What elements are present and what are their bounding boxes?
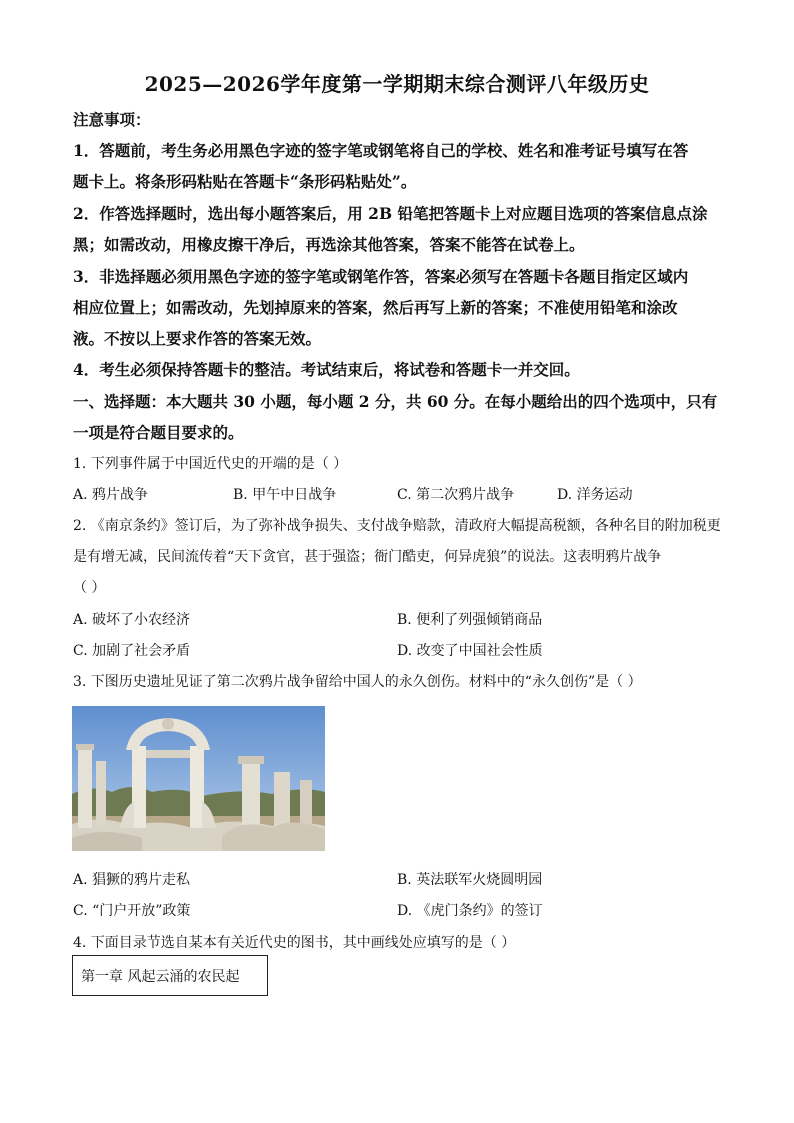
section-heading: 一、选择题：本大题共 30 小题，每小题 2 分，共 60 分。在每小题给出的四个选项中，只有 xyxy=(73,392,718,411)
notice-line: 题卡上。将条形码粘贴在答题卡“条形码粘贴处”。 xyxy=(73,172,417,191)
option-b: B. 甲午中日战争 xyxy=(233,487,337,503)
option-c: C. 加剧了社会矛盾 xyxy=(73,643,191,659)
notice-line: 3．非选择题必须用黑色字迹的签字笔或钢笔作答，答案必须写在答题卡各题目指定区域内 xyxy=(73,267,689,286)
option-a: A. 猖獗的鸦片走私 xyxy=(73,872,191,888)
option-a: A. 鸦片战争 xyxy=(73,487,149,503)
notice-line: 液。不按以上要求作答的答案无效。 xyxy=(73,329,322,348)
table-of-contents-box xyxy=(72,955,268,996)
yuanmingyuan-ruins-photo xyxy=(72,706,325,851)
notice-line: 1．答题前，考生务必用黑色字迹的签字笔或钢笔将自己的学校、姓名和准考证号填写在答 xyxy=(73,141,689,160)
notice-line: 2．作答选择题时，选出每小题答案后，用 2B 铅笔把答题卡上对应题目选项的答案信息点涂 xyxy=(73,204,708,223)
notice-line: 相应位置上；如需改动，先划掉原来的答案，然后再写上新的答案；不准使用铅笔和涂改 xyxy=(73,298,678,317)
option-d: D. 《虎门条约》的签订 xyxy=(397,903,543,919)
option-b: B. 便利了列强倾销商品 xyxy=(397,612,543,628)
question-stem: 1. 下列事件属于中国近代史的开端的是（ ） xyxy=(73,456,348,472)
notice-line: 黑；如需改动，用橡皮擦干净后，再选涂其他答案，答案不能答在试卷上。 xyxy=(73,235,585,254)
question-stem: 4. 下面目录节选自某本有关近代史的图书，其中画线处应填写的是（ ） xyxy=(73,935,516,951)
option-b: B. 英法联军火烧圆明园 xyxy=(397,872,543,888)
question-stem: 是有增无减，民间流传着“天下贪官，甚于强盗；衙门酷吏，何异虎狼”的说法。这表明鸦片战争 xyxy=(73,549,662,565)
section-heading: 一项是符合题目要求的。 xyxy=(73,423,244,442)
toc-chapter-line: 第一章 风起云涌的农民起 xyxy=(81,969,240,985)
question-stem: 2. 《南京条约》签订后，为了弥补战争损失、支付战争赔款，清政府大幅提高税额，各种名目的附加税更 xyxy=(73,518,721,534)
option-a: A. 破坏了小农经济 xyxy=(73,612,191,628)
question-stem: 3. 下图历史遗址见证了第二次鸦片战争留给中国人的永久创伤。材料中的“永久创伤”是（ ） xyxy=(73,674,642,690)
option-c: C. 第二次鸦片战争 xyxy=(397,487,515,503)
option-d: D. 洋务运动 xyxy=(557,487,633,503)
notice-heading: 注意事项： xyxy=(73,110,151,129)
question-stem: （ ） xyxy=(73,580,106,596)
option-d: D. 改变了中国社会性质 xyxy=(397,643,543,659)
option-c: C. “门户开放”政策 xyxy=(73,903,191,919)
notice-line: 4．考生必须保持答题卡的整洁。考试结束后，将试卷和答题卡一并交回。 xyxy=(73,360,580,379)
page-title: 2025—2026学年度第一学期期末综合测评八年级历史 xyxy=(144,72,650,96)
